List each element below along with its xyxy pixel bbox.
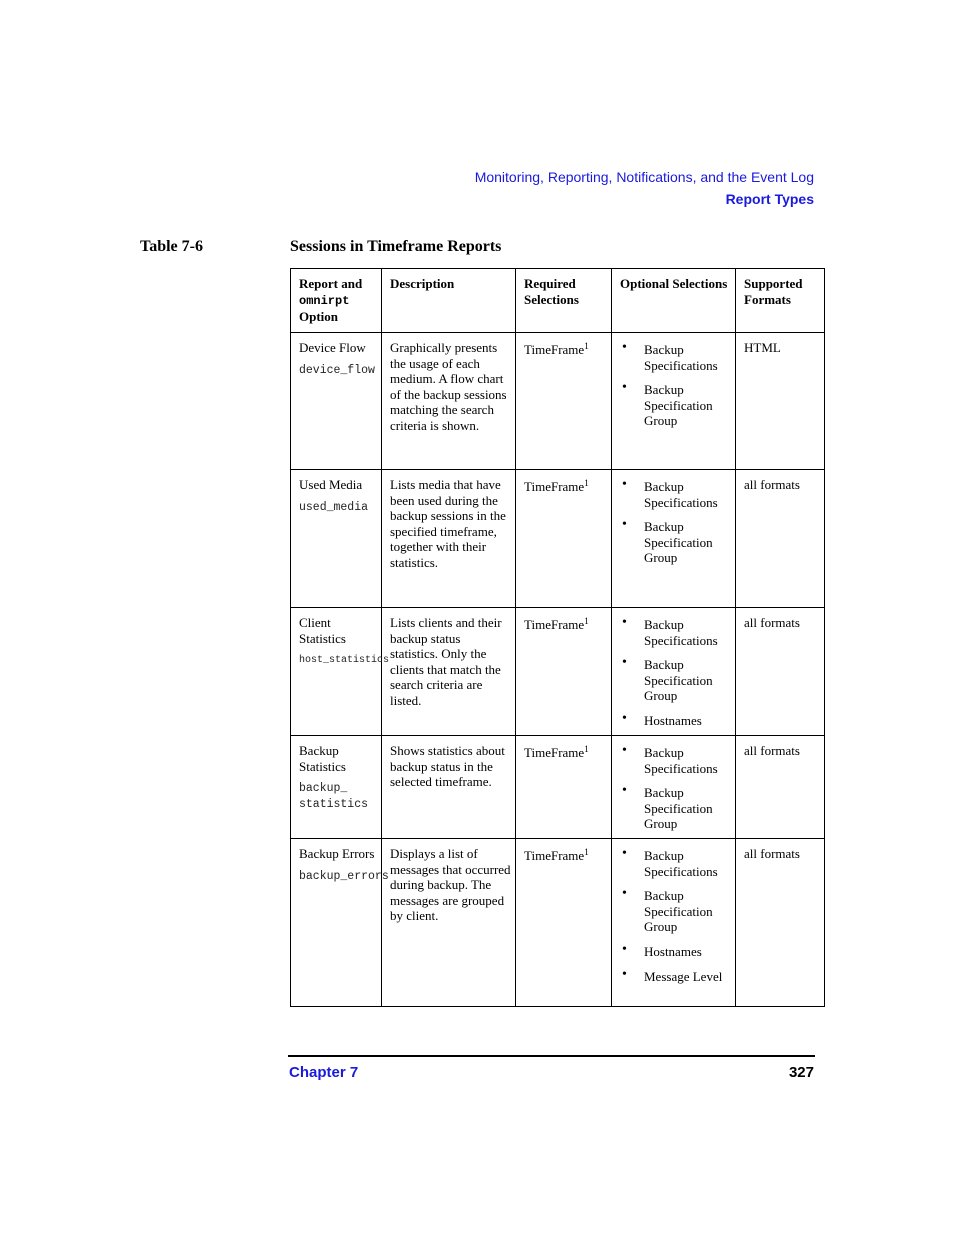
optional-selection-text: Backup Specification Group — [644, 785, 713, 832]
list-item — [620, 479, 731, 510]
optional-selections-list — [620, 342, 731, 429]
required-selection-text: TimeFrame — [524, 617, 585, 632]
bullet-icon: • — [622, 517, 627, 533]
header-option — [291, 269, 382, 333]
cell-formats: all formats — [736, 470, 825, 608]
report-option-code: backup_errors — [299, 869, 389, 883]
optional-selection-text: Backup Specifications — [644, 342, 718, 373]
list-item — [620, 941, 731, 960]
bullet-icon: • — [622, 743, 627, 758]
table-row — [291, 736, 825, 839]
report-option-code: backup_ statistics — [299, 782, 369, 811]
cell-report-option — [291, 736, 382, 839]
required-selection — [524, 745, 589, 761]
list-item — [620, 888, 731, 935]
cell-formats: all formats — [736, 839, 825, 1007]
list-item — [620, 745, 731, 776]
footnote-marker: 1 — [584, 478, 589, 488]
report-option-code: device_flow — [299, 363, 375, 377]
cell-required — [516, 333, 612, 470]
header-optional: Optional Selections — [612, 269, 736, 333]
required-selection-text: TimeFrame — [524, 479, 585, 494]
cell-report-option — [291, 470, 382, 608]
bullet-icon: • — [622, 846, 627, 861]
table-label: Table 7-6 — [140, 238, 203, 255]
footer-rule — [288, 1055, 815, 1057]
optional-selection-text: Backup Specification Group — [644, 657, 713, 704]
cell-optional — [612, 333, 736, 470]
header-description: Description — [382, 269, 516, 333]
cell-description: Lists media that have been used during the backup sessions in the specified timeframe, together with their statistics. — [382, 470, 516, 608]
header-formats: Supported Formats — [736, 269, 825, 333]
optional-selection-text: Backup Specification Group — [644, 888, 713, 935]
cell-optional — [612, 608, 736, 736]
table-body — [291, 333, 825, 1007]
optional-selection-text: Backup Specifications — [644, 745, 718, 776]
optional-selection-text: Backup Specifications — [644, 479, 718, 510]
list-item — [620, 848, 731, 879]
report-name: Device Flow — [299, 340, 366, 355]
report-name: Client Statistics — [299, 615, 346, 646]
table-row — [291, 608, 825, 736]
footnote-marker: 1 — [584, 341, 589, 351]
cell-formats: HTML — [736, 333, 825, 470]
list-item — [620, 382, 731, 429]
optional-selection-text: Message Level — [644, 968, 723, 984]
header-option-line1: Report and — [299, 276, 363, 291]
cell-description: Displays a list of messages that occurred during backup. The messages are grouped by client. — [382, 839, 516, 1007]
footnote-marker: 1 — [584, 744, 589, 754]
optional-selection-text: Backup Specifications — [644, 848, 718, 879]
optional-selections-list — [620, 848, 731, 984]
list-item — [620, 710, 731, 729]
footer-page-number: 327 — [788, 1064, 814, 1081]
required-selection-text: TimeFrame — [524, 342, 585, 357]
list-item — [620, 342, 731, 373]
list-item — [620, 617, 731, 648]
required-selection — [524, 848, 589, 864]
cell-report-option — [291, 333, 382, 470]
running-head-section-title: Report Types — [725, 191, 814, 207]
cell-description: Shows statistics about backup status in the selected timeframe. — [382, 736, 516, 839]
header-required: Required Selections — [516, 269, 612, 333]
bullet-icon: • — [622, 655, 627, 671]
bullet-icon: • — [622, 710, 627, 726]
bullet-icon: • — [622, 783, 627, 799]
bullet-icon: • — [622, 615, 627, 630]
bullet-icon: • — [622, 941, 627, 957]
cell-report-option — [291, 608, 390, 736]
required-selection-text: TimeFrame — [524, 848, 585, 863]
table-row — [291, 333, 825, 470]
table-row — [291, 839, 825, 1007]
table-header-row — [291, 269, 825, 333]
bullet-icon: • — [622, 477, 627, 492]
sessions-report-table — [290, 268, 825, 1007]
header-option-command: omnirpt — [299, 293, 350, 308]
cell-formats: all formats — [736, 608, 825, 736]
footer-chapter: Chapter 7 — [289, 1064, 359, 1081]
optional-selection-text: Hostnames — [644, 712, 702, 728]
list-item — [620, 657, 731, 704]
cell-formats: all formats — [736, 736, 825, 839]
header-option-line3: Option — [299, 309, 339, 325]
cell-description: Lists clients and their backup status statistics. Only the clients that match the search criteria are listed. — [382, 608, 516, 736]
footnote-marker: 1 — [584, 847, 589, 857]
cell-required — [516, 608, 612, 736]
table-row — [291, 470, 825, 608]
report-option-code: used_media — [299, 500, 369, 514]
report-name: Used Media — [299, 477, 363, 492]
required-selection — [524, 479, 589, 495]
list-item — [620, 966, 731, 985]
running-head-chapter-title: Monitoring, Reporting, Notifications, and the Event Log — [474, 169, 814, 185]
required-selection — [524, 342, 589, 358]
report-name: Backup Errors — [299, 846, 375, 861]
optional-selection-text: Backup Specifications — [644, 617, 718, 648]
optional-selections-list — [620, 745, 731, 832]
cell-required — [516, 839, 612, 1007]
optional-selections-list — [620, 617, 731, 729]
table-title: Sessions in Timeframe Reports — [290, 238, 502, 255]
optional-selections-list — [620, 479, 731, 566]
bullet-icon: • — [622, 380, 627, 396]
cell-required — [516, 736, 612, 839]
cell-description: Graphically presents the usage of each medium. A flow chart of the backup sessions matching the search criteria is shown. — [382, 333, 516, 470]
report-name: Backup Statistics — [299, 743, 346, 774]
list-item — [620, 785, 731, 832]
bullet-icon: • — [622, 966, 627, 982]
required-selection-text: TimeFrame — [524, 745, 585, 760]
optional-selection-text: Hostnames — [644, 943, 702, 959]
cell-optional — [612, 736, 736, 839]
footnote-marker: 1 — [584, 616, 589, 626]
optional-selection-text: Backup Specification Group — [644, 382, 713, 429]
cell-required — [516, 470, 612, 608]
cell-report-option — [291, 839, 389, 1007]
running-head — [475, 166, 814, 210]
cell-optional — [612, 470, 736, 608]
required-selection — [524, 617, 589, 633]
report-option-code: host_statistics — [299, 655, 390, 667]
bullet-icon: • — [622, 886, 627, 902]
cell-optional — [612, 839, 736, 1007]
optional-selection-text: Backup Specification Group — [644, 519, 713, 566]
bullet-icon: • — [622, 340, 627, 355]
list-item — [620, 519, 731, 566]
